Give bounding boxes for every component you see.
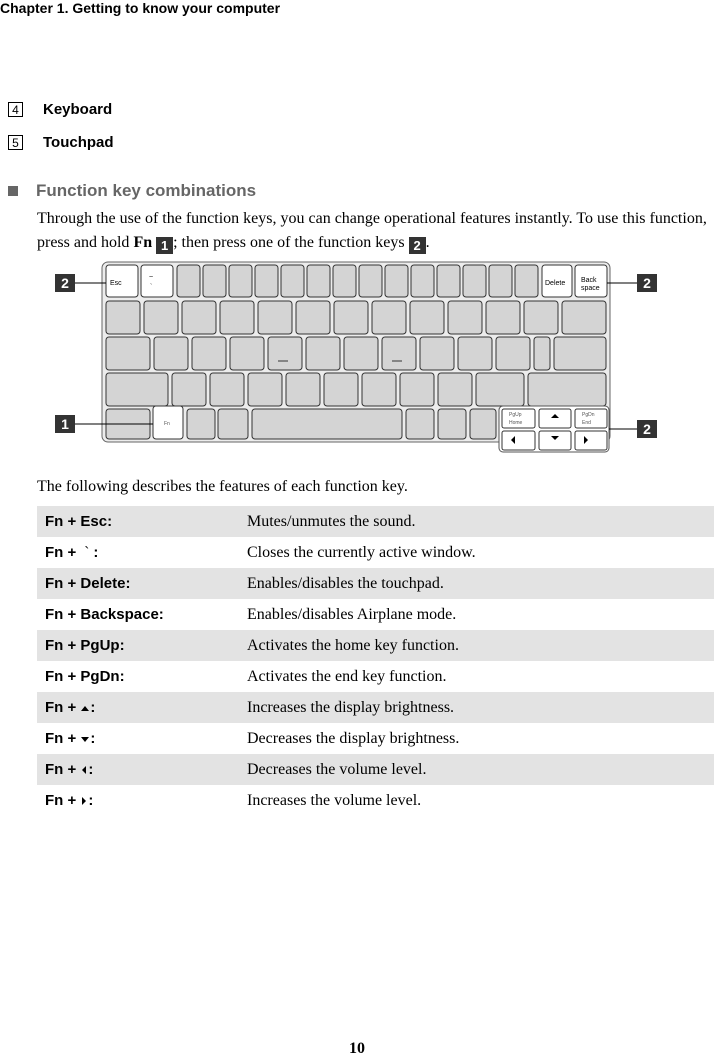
key-prefix: Fn + [45, 792, 81, 809]
key-suffix: : [90, 730, 96, 747]
key [255, 265, 278, 297]
key [248, 373, 282, 406]
key-description: Decreases the volume level. [247, 760, 427, 778]
table-row [37, 568, 714, 599]
key-prefix: Fn + [45, 761, 81, 778]
page-number: 10 [349, 1040, 365, 1057]
key [203, 265, 226, 297]
backspace-key-label-1: Back [581, 277, 597, 284]
key-suffix: : [88, 761, 94, 778]
backtick-glyph: ` [84, 544, 90, 561]
key [177, 265, 200, 297]
key [220, 301, 254, 334]
table-row [37, 723, 714, 754]
intro-paragraph [37, 207, 714, 255]
table-row [37, 754, 714, 785]
key [524, 301, 558, 334]
key [534, 337, 550, 370]
key [437, 265, 460, 297]
key [281, 265, 304, 297]
callout-keyboard [8, 101, 112, 118]
para-text: ; then press one of the function keys [173, 234, 409, 251]
key [410, 301, 444, 334]
table-row [37, 599, 714, 630]
key [334, 301, 368, 334]
tilde-key [141, 265, 173, 297]
esc-key-label: Esc [110, 280, 122, 287]
key [406, 409, 434, 439]
function-key-row [106, 265, 607, 297]
para-text: . [425, 234, 430, 251]
key-description: Enables/disables the touchpad. [247, 574, 444, 592]
key [258, 301, 292, 334]
key-combo: Fn + PgUp: [45, 637, 125, 654]
key [296, 301, 330, 334]
callout-badge-text: 2 [643, 421, 651, 437]
navigation-cluster [499, 406, 609, 452]
arrow-down-icon [80, 735, 90, 743]
key [382, 337, 416, 370]
callout-badge-text: 1 [61, 416, 69, 432]
key [324, 373, 358, 406]
fn-key-label: Fn [164, 421, 170, 427]
key [420, 337, 454, 370]
key [229, 265, 252, 297]
key-description: Closes the currently active window. [247, 543, 476, 561]
callout-badge-text: 2 [643, 275, 651, 291]
callout-label: Keyboard [43, 101, 113, 118]
key [182, 301, 216, 334]
key [554, 337, 606, 370]
key [359, 265, 382, 297]
key-description: Increases the volume level. [247, 791, 422, 809]
key [372, 301, 406, 334]
key-combo: Fn + Backspace: [45, 606, 164, 623]
callout-label: Touchpad [43, 134, 114, 151]
backspace-key-label-2: space [581, 285, 600, 292]
callout-touchpad [8, 134, 114, 151]
key-prefix: Fn + [45, 544, 81, 561]
delete-key-label: Delete [545, 280, 566, 287]
table-row [37, 661, 714, 692]
pgdn-key-label: PgDn [582, 412, 595, 418]
table-row [37, 506, 714, 537]
key-combo [37, 792, 247, 809]
chapter-header: Chapter 1. Getting to know your computer [0, 0, 281, 16]
tilde-glyph: ~ [149, 274, 154, 281]
pgup-key-label: PgUp [509, 412, 522, 418]
key [362, 373, 396, 406]
badge-2: 2 [409, 237, 426, 254]
badge-1: 1 [156, 237, 173, 254]
table-row [37, 692, 714, 723]
key-suffix: : [90, 699, 96, 716]
key [411, 265, 434, 297]
up-arrow-key [539, 409, 571, 428]
key [268, 337, 302, 370]
key [172, 373, 206, 406]
table-row [37, 537, 714, 568]
key [496, 337, 530, 370]
key-description: Decreases the display brightness. [247, 729, 460, 747]
key [306, 337, 340, 370]
key-combo: Fn + Esc: [45, 513, 113, 530]
bottom-letter-key-row [106, 373, 606, 406]
key [400, 373, 434, 406]
key [515, 265, 538, 297]
home-key-label: Home [509, 420, 523, 426]
key-combo [37, 730, 247, 747]
key-combo [37, 699, 247, 716]
key [463, 265, 486, 297]
key [210, 373, 244, 406]
callout-number-box: 5 [8, 135, 23, 150]
section-title: Function key combinations [36, 181, 257, 200]
callout-number-box: 4 [8, 102, 23, 117]
key [476, 373, 524, 406]
key [187, 409, 215, 439]
key-description: Activates the end key function. [247, 667, 447, 685]
keyboard-illustration [53, 258, 673, 458]
table-description: The following describes the features of each function key. [37, 478, 408, 495]
section-heading [8, 181, 256, 201]
space-key [252, 409, 402, 439]
key-prefix: Fn + [45, 699, 81, 716]
key [438, 409, 466, 439]
down-arrow-key [539, 431, 571, 450]
key [333, 265, 356, 297]
fn-word: Fn [133, 234, 153, 251]
key-combo [37, 761, 247, 778]
key-suffix: : [88, 792, 94, 809]
key-combo: Fn + PgDn: [45, 668, 125, 685]
key [470, 409, 496, 439]
key-prefix: Fn + [45, 730, 81, 747]
right-arrow-key [575, 431, 607, 450]
callout-badge-text: 2 [61, 275, 69, 291]
key-suffix: : [93, 544, 99, 561]
key [286, 373, 320, 406]
key [106, 373, 168, 406]
table-row [37, 630, 714, 661]
key [106, 301, 140, 334]
key [448, 301, 482, 334]
left-arrow-key [502, 431, 535, 450]
key [144, 301, 178, 334]
key [154, 337, 188, 370]
key-combo [37, 544, 247, 561]
key [344, 337, 378, 370]
key [192, 337, 226, 370]
key-description: Increases the display brightness. [247, 698, 455, 716]
key [562, 301, 606, 334]
square-bullet-icon [8, 186, 18, 196]
para-text: Through the use of the function keys, you can change operational features instantly. To use this function, press and hold [37, 210, 707, 251]
key [489, 265, 512, 297]
key [307, 265, 330, 297]
end-key-label: End [582, 420, 591, 426]
key [528, 373, 606, 406]
function-key-table [37, 506, 714, 816]
arrow-up-icon [80, 704, 90, 712]
backtick-glyph: ` [150, 284, 153, 291]
table-row [37, 785, 714, 816]
key-description: Activates the home key function. [247, 636, 459, 654]
key [438, 373, 472, 406]
key [106, 337, 150, 370]
key-description: Enables/disables Airplane mode. [247, 605, 457, 623]
key-description: Mutes/unmutes the sound. [247, 512, 416, 530]
key [385, 265, 408, 297]
key [486, 301, 520, 334]
key-combo: Fn + Delete: [45, 575, 131, 592]
key [458, 337, 492, 370]
key [230, 337, 264, 370]
key [218, 409, 248, 439]
